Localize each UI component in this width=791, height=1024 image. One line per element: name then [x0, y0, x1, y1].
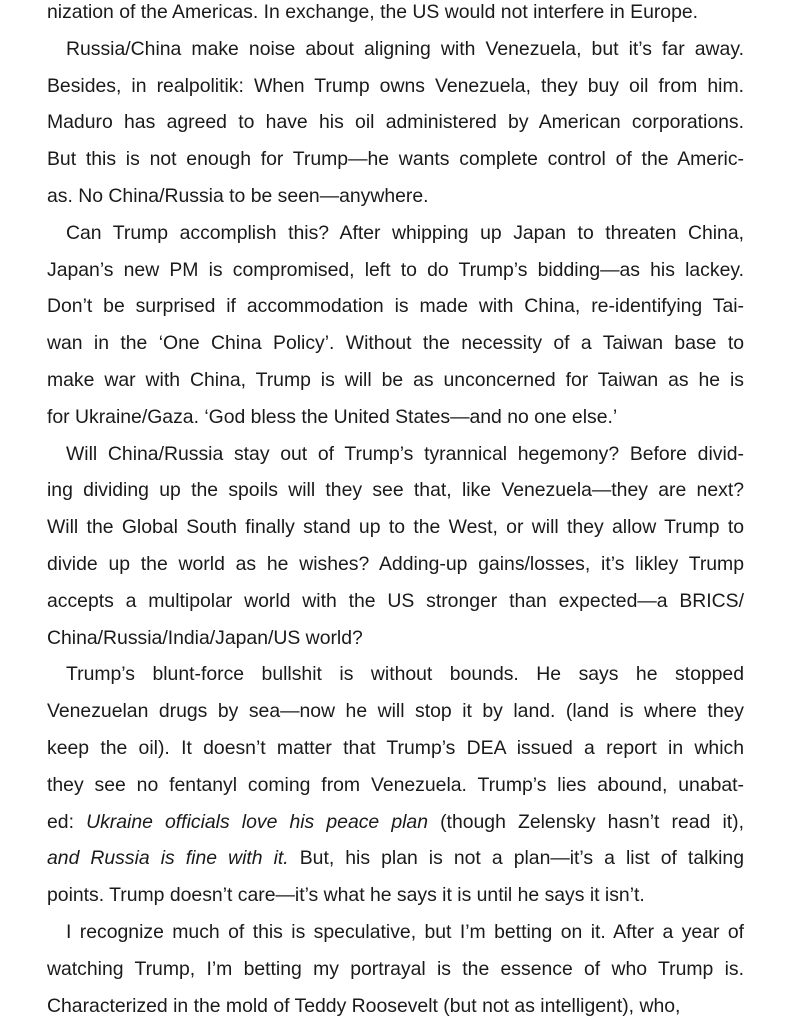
text-line: Will the Global South finally stand up to the West, or will they allow Trump to [47, 516, 744, 539]
text-line: China/Russia/India/Japan/US world? [47, 626, 363, 649]
text-line: points. Trump doesn’t care—it’s what he says it is until he says it isn’t. [47, 884, 645, 907]
text-line: ing dividing up the spoils will they see that, like Venezuela—they are next? [47, 479, 744, 502]
text-line: Besides, in realpolitik: When Trump owns Venezuela, they buy oil from him. [47, 74, 744, 97]
text-line: make war with China, Trump is will be as unconcerned for Taiwan as he is [47, 368, 744, 391]
document-page [47, 0, 744, 1024]
text-run: ed: [47, 810, 87, 833]
text-line: keep the oil). It doesn’t matter that Trump’s DEA issued a report in which [47, 736, 744, 759]
text-line: nization of the Americas. In exchange, the US would not interfere in Europe. [47, 1, 699, 23]
text-line: Japan’s new PM is compromised, left to do Trump’s bidding—as his lackey. [47, 258, 744, 281]
paragraph [47, 914, 744, 1024]
paragraph [47, 215, 744, 436]
text-line: I recognize much of this is speculative, but I’m betting on it. After a year of [66, 920, 744, 943]
text-line: as. No China/Russia to be seen—anywhere. [47, 184, 429, 207]
text-line: watching Trump, I’m betting my portrayal is the essence of who Trump is. [47, 957, 744, 980]
text-line [47, 840, 744, 877]
text-line: Don’t be surprised if accommodation is made with China, re-identifying Tai- [47, 295, 744, 318]
text-line: Will China/Russia stay out of Trump’s tyrannical hegemony? Before divid- [66, 442, 744, 465]
text-run: But, his plan is not a plan—it’s a list of talking [288, 847, 744, 870]
text-run: (though Zelensky hasn’t read it), [427, 810, 745, 833]
italic-text: Ukraine officials love his peace plan [86, 810, 428, 833]
text-line: Russia/China make noise about aligning with Venezuela, but it’s far away. [66, 37, 744, 60]
text-line: for Ukraine/Gaza. ‘God bless the United States—and no one else.’ [47, 405, 618, 428]
text-line [47, 804, 744, 841]
text-line: they see no fentanyl coming from Venezuela. Trump’s lies abound, unabat- [47, 773, 744, 796]
text-line: wan in the ‘One China Policy’. Without the necessity of a Taiwan base to [47, 332, 744, 355]
text-line: Venezuelan drugs by sea—now he will stop it by land. (land is where they [47, 700, 744, 723]
paragraph [47, 656, 744, 914]
paragraph [47, 0, 744, 31]
text-line: Maduro has agreed to have his oil administered by American corporations. [47, 111, 744, 134]
text-line: Characterized in the mold of Teddy Roosevelt (but not as intelligent), who, [47, 994, 681, 1017]
text-line: But this is not enough for Trump—he wants complete control of the Americ- [47, 148, 744, 171]
italic-text: and Russia is fine with it. [47, 847, 289, 870]
text-line: divide up the world as he wishes? Adding-up gains/losses, it’s likley Trump [47, 552, 744, 575]
paragraph [47, 31, 744, 215]
text-line: accepts a multipolar world with the US stronger than expected—a BRICS/ [47, 589, 744, 612]
text-line: Trump’s blunt-force bullshit is without bounds. He says he stopped [66, 663, 744, 686]
text-line: Can Trump accomplish this? After whipping up Japan to threaten China, [66, 221, 744, 244]
paragraph [47, 436, 744, 657]
